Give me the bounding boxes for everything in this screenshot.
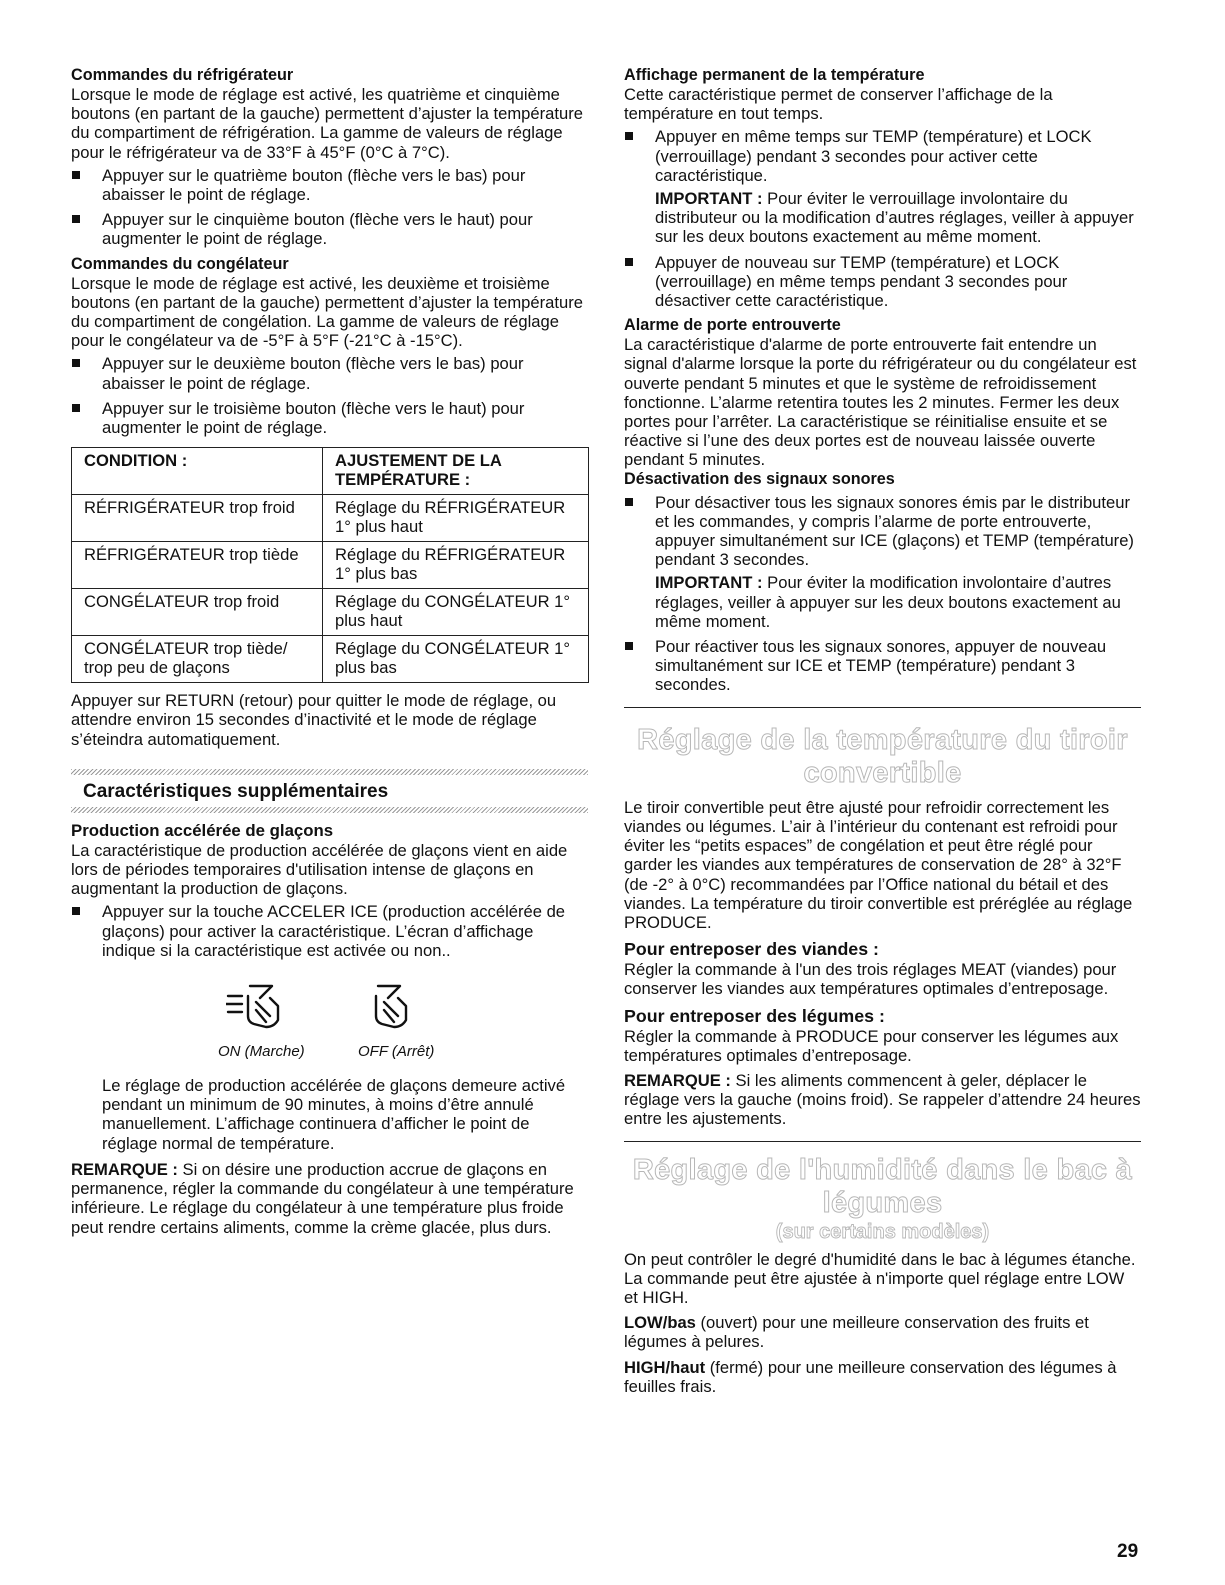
list-item: Appuyer de nouveau sur TEMP (température) et LOCK (verrouillage) en même temps pendant 3 secondes pour désactiver cette caractéristique.	[624, 253, 1141, 311]
bullet-icon	[625, 258, 633, 266]
permanent-display-heading: Affichage permanent de la température	[624, 66, 925, 84]
vegetables-heading: Pour entreposer des légumes :	[624, 1005, 885, 1026]
list-item: Appuyer sur le cinquième bouton (flèche vers le haut) pour augmenter le point de réglage.	[71, 210, 588, 248]
table-row: CONGÉLATEUR trop tiède/ trop peu de glaçons Réglage du CONGÉLATEUR 1° plus bas	[72, 636, 589, 683]
fast-ice-off-icon	[368, 982, 418, 1032]
section-divider-bottom	[71, 807, 588, 813]
list-item: Pour désactiver tous les signaux sonores émis par le distributeur et les commandes, y compris l’alarme de porte entrouverte, appuyer simultanément sur ICE (glaçons) et TEMP (température) pendant 3 secondes. IMPORTANT : Pour éviter la modification involontaire d’autres réglages, veiller à appuyer sur les deux boutons exactement au même moment.	[624, 493, 1141, 631]
fast-ice-note: REMARQUE : Si on désire une production accrue de glaçons en permanence, régler la commande du congélateur à une température inférieure. Le réglage du congélateur à une température plus froide peut rendre certains aliments, comme la crème glacée, plus durs.	[71, 1159, 574, 1237]
fridge-controls-intro: Lorsque le mode de réglage est activé, les quatrième et cinquième boutons (en partant de la gauche) permettent d’ajuster la température du compartiment de réfrigération. La gamme de valeurs de réglage pour le réfrigérateur va de 33°F à 45°F (0°C à 7°C).	[71, 85, 583, 162]
section-rule	[624, 707, 1141, 708]
list-item: Appuyer sur la touche ACCELER ICE (production accélérée de glaçons) pour activer la caractéristique. L’écran d’affichage indique si la caractéristique est activée ou non..	[71, 902, 588, 960]
low-setting-text: LOW/bas (ouvert) pour une meilleure conservation des fruits et légumes à pelures.	[624, 1313, 1089, 1352]
fast-ice-heading: Production accélérée de glaçons	[71, 820, 334, 840]
section-title-extra-features: Caractéristiques supplémentaires	[83, 780, 389, 802]
note-label: REMARQUE :	[71, 1159, 178, 1179]
fridge-controls-list	[71, 166, 588, 249]
sound-off-heading: Désactivation des signaux sonores	[624, 469, 895, 488]
return-instructions: Appuyer sur RETURN (retour) pour quitter le mode de réglage, ou attendre environ 15 secondes d’inactivité et le mode de réglage s’éteindra automatiquement.	[71, 691, 557, 749]
freezer-controls-list	[71, 354, 588, 437]
fast-ice-intro: La caractéristique de production accélérée de glaçons vient en aide lors de périodes temporaires d'utilisation intense de glaçons en augmentant la production de glaçons.	[71, 840, 568, 899]
fast-ice-duration-text: Le réglage de production accélérée de glaçons demeure activé pendant un minimum de 90 minutes, à moins d’être annulé manuellement. L’affichage continuera d’afficher le point de réglage normal de température.	[102, 1076, 566, 1153]
permanent-display-list	[624, 127, 1141, 310]
left-column	[71, 66, 588, 1237]
right-column	[624, 66, 1141, 1396]
important-note: IMPORTANT : Pour éviter la modification involontaire d’autres réglages, veiller à appuyer sur les deux boutons exactement au même moment.	[655, 573, 1121, 631]
list-item: Appuyer sur le quatrième bouton (flèche vers le bas) pour abaisser le point de réglage.	[71, 166, 588, 204]
table-row: CONGÉLATEUR trop froid Réglage du CONGÉLATEUR 1° plus haut	[72, 589, 589, 636]
fast-ice-off-label: OFF (Arrêt)	[358, 1043, 435, 1061]
fast-ice-on-label: ON (Marche)	[218, 1043, 305, 1061]
bullet-icon	[625, 642, 633, 650]
table-row: RÉFRIGÉRATEUR trop froid Réglage du RÉFRIGÉRATEUR 1° plus haut	[72, 495, 589, 542]
door-alarm-heading: Alarme de porte entrouverte	[624, 316, 841, 335]
fridge-controls-heading: Commandes du réfrigérateur	[71, 66, 294, 84]
adjustment-table	[71, 447, 589, 683]
humidity-section-title: Réglage de l'humidité dans le bac à légumes	[632, 1153, 1133, 1219]
bullet-icon	[72, 171, 80, 179]
vegetables-text: Régler la commande à PRODUCE pour conserver les légumes aux températures optimales d’entreposage.	[624, 1026, 1119, 1065]
fast-ice-on-icon	[226, 982, 286, 1032]
humidity-section-subtitle: (sur certains modèles)	[775, 1220, 990, 1243]
table-header-adjustment: AJUSTEMENT DE LA TEMPÉRATURE :	[323, 448, 589, 495]
drawer-note: REMARQUE : Si les aliments commencent à geler, déplacer le réglage vers la gauche (moins froid). Se rappeler d’attendre 24 heures entre les ajustements.	[624, 1070, 1141, 1129]
drawer-section-title: Réglage de la température du tiroir convertible	[637, 723, 1128, 789]
fast-ice-icons	[71, 970, 588, 1070]
humidity-text: On peut contrôler le degré d'humidité dans le bac à légumes étanche. La commande peut être ajustée à n'importe quel réglage entre LOW et HIGH.	[624, 1249, 1136, 1307]
list-item: Appuyer en même temps sur TEMP (température) et LOCK (verrouillage) pendant 3 secondes pour activer cette caractéristique. IMPORTANT : Pour éviter le verrouillage involontaire du distributeur ou la modification d’autres réglages, veiller à appuyer sur les deux boutons exactement au même moment.	[624, 127, 1141, 246]
door-alarm-text: La caractéristique d'alarme de porte entrouverte fait entendre un signal d'alarme lorsque la porte du réfrigérateur ou du congélateur est ouverte pendant 5 minutes et que le système de refroidissement fonctionne. L’alarme retentira toutes les 2 minutes. Fermer les deux portes pour l’arrêter. La caractéristique se réinitialise ensuite et se réactive si l’une des deux portes est de nouveau laissée ouverte pendant 5 minutes.	[624, 335, 1137, 470]
high-setting-text: HIGH/haut (fermé) pour une meilleure conservation des légumes à feuilles frais.	[624, 1357, 1117, 1396]
list-item: Appuyer sur le deuxième bouton (flèche vers le bas) pour abaisser le point de réglage.	[71, 354, 588, 392]
freezer-controls-intro: Lorsque le mode de réglage est activé, les deuxième et troisième boutons (en partant de la gauche) permettent d’ajuster la température du compartiment de congélation. La gamme de valeurs de réglage pour le congélateur va de -5°F à 5°F (-21°C à -15°C).	[71, 273, 583, 351]
permanent-display-intro: Cette caractéristique permet de conserver l’affichage de la température en tout temps.	[624, 85, 1053, 124]
section-rule	[624, 1141, 1141, 1142]
meat-text: Régler la commande à l'un des trois réglages MEAT (viandes) pour conserver les viandes aux températures optimales d’entreposage.	[624, 960, 1117, 999]
bullet-icon	[72, 404, 80, 412]
bullet-icon	[625, 498, 633, 506]
bullet-icon	[72, 359, 80, 367]
fast-ice-list	[71, 902, 588, 960]
table-header-row	[72, 448, 589, 495]
important-note: IMPORTANT : Pour éviter le verrouillage involontaire du distributeur ou la modification d’autres réglages, veiller à appuyer sur les deux boutons exactement au même moment.	[655, 189, 1134, 247]
sound-off-list	[624, 493, 1141, 695]
freezer-controls-heading: Commandes du congélateur	[71, 254, 289, 273]
drawer-text: Le tiroir convertible peut être ajusté pour refroidir correctement les viandes ou légumes. L’air à l’intérieur du contenant est refroidi pour éviter les “petits espaces” de congélation et peut être réglé pour garder les viandes aux températures de conservation de 28° à 32°F (de -2° à 0°C) recommandées par l’Office national du bétail et des viandes. La température du tiroir convertible est préréglée au réglage PRODUCE.	[624, 797, 1133, 932]
bullet-icon	[72, 215, 80, 223]
meat-heading: Pour entreposer des viandes :	[624, 939, 879, 960]
list-item: Appuyer sur le troisième bouton (flèche vers le haut) pour augmenter le point de réglage.	[71, 399, 588, 437]
table-row: RÉFRIGÉRATEUR trop tiède Réglage du RÉFRIGÉRATEUR 1° plus bas	[72, 542, 589, 589]
bullet-icon	[72, 907, 80, 915]
page-number: 29	[1117, 1541, 1139, 1562]
bullet-icon	[625, 132, 633, 140]
table-header-condition: CONDITION :	[72, 448, 323, 495]
list-item: Pour réactiver tous les signaux sonores, appuyer de nouveau simultanément sur ICE et TEMP (température) pendant 3 secondes.	[624, 637, 1141, 695]
